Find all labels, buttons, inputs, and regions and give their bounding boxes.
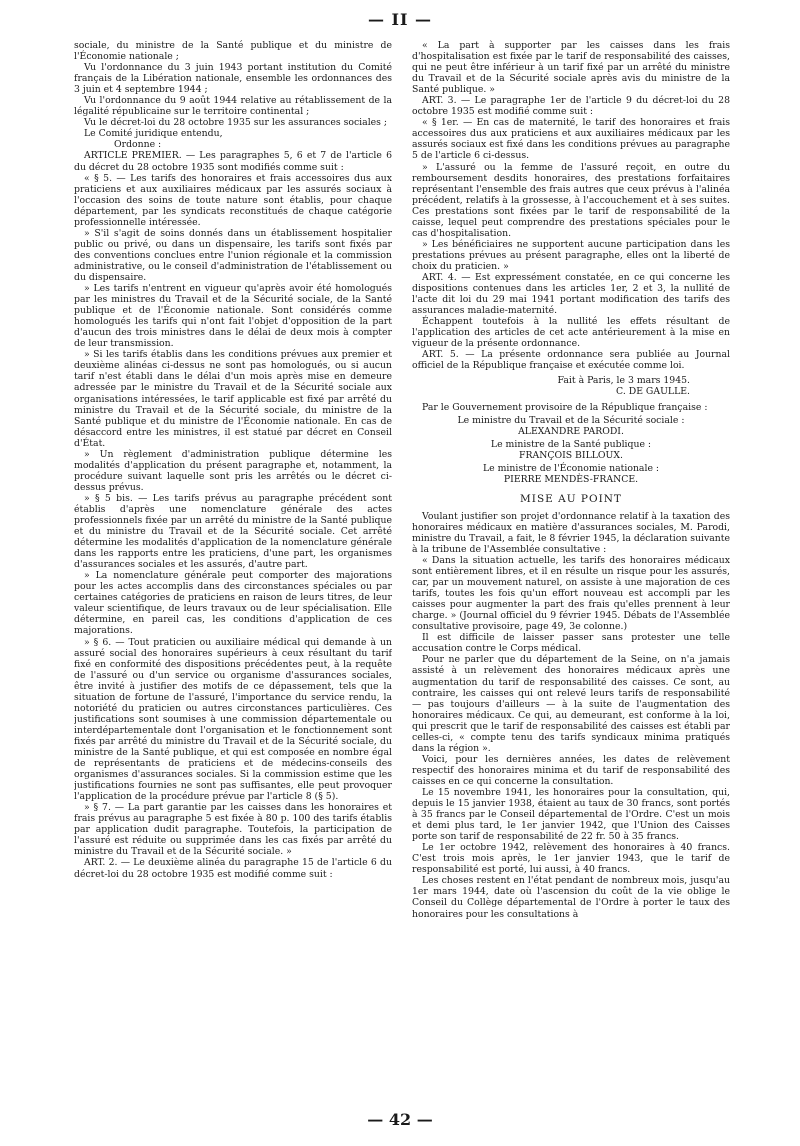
- article-5: ART. 5. — La présente ordonnance sera publiée au Journal officiel de la République française et exécutée comme loi.: [412, 349, 730, 372]
- paragraph: » § 5 bis. — Les tarifs prévus au paragraphe précédent sont établis d'après une nomenclature générale des actes professionnels fixée par un arrêté du ministre de la Santé publique et du ministre du Travail et de la Sécurité sociale. Cet arrêté détermine les modalités d'application de la nomenclature générale dans les rapports entre les praticiens, d'une part, les organismes d'assurances sociales et les assurés, d'autre part.: [74, 492, 392, 571]
- article-2: ART. 2. — Le deuxième alinéa du paragraphe 15 de l'article 6 du décret-loi du 28 octobre 1935 est modifié comme suit :: [74, 857, 392, 880]
- paragraph: » Les tarifs n'entrent en vigueur qu'après avoir été homologués par les ministres du Travail et de la Sécurité sociale, de la Santé publique et de l'Économie nationale. Sont considérés comme homologués les tarifs qui n'ont fait l'objet d'opposition de la part d'aucun des trois ministres dans le délai de deux mois à compter de leur transmission.: [74, 283, 392, 350]
- article-3: ART. 3. — Le paragraphe 1er de l'article 9 du décret-loi du 28 octobre 1935 est modifié comme suit :: [412, 95, 730, 118]
- paragraph: « § 5. — Les tarifs des honoraires et frais accessoires dus aux praticiens et aux auxiliaires médicaux par les assurés sociaux à l'occasion des soins de toute nature sont établis, pour chaque département, par les syndicats reconstitués de chaque catégorie professionnelle intéressée.: [74, 172, 392, 228]
- paragraph: « Dans la situation actuelle, les tarifs des honoraires médicaux sont entièrement libres, et il en résulte un risque pour les assurés, car, par un mouvement naturel, on assiste à une majoration de ces tarifs, toutes les fois qu'un effort nouveau est accompli par les caisses pour augmenter la part des frais qu'elles prennent à leur charge. » (Journal officiel du 9 février 1945. Débats de l'Assemblée consultative provisoire, page 49, 3e colonne.): [412, 555, 730, 633]
- paragraph: Vu l'ordonnance du 3 juin 1943 portant institution du Comité français de la Libération nationale, ensemble les ordonnances des 3 juin et 4 septembre 1944 ;: [74, 62, 392, 96]
- minister-title: Le ministre de la Santé publique :: [490, 438, 652, 450]
- minister-name: ALEXANDRE PARODI.: [518, 425, 624, 437]
- paragraph: Pour ne parler que du département de la Seine, on n'a jamais assisté à un relèvement des honoraires médicaux après une augmentation du tarif de responsabilité des caisses. Ce sont, au contraire, les caisses qui ont relevé leurs tarifs de responsabilité — pas toujours d'ailleurs — à la suite de l'augmentation des honoraires médicaux. Ce qui, au demeurant, est conforme à la loi, qui prescrit que le tarif de responsabilité des caisses est établi par celles-ci, « compte tenu des tarifs syndicaux minima pratiqués dans la région ».: [412, 654, 730, 754]
- minister-title: Le ministre du Travail et de la Sécurité sociale :: [457, 414, 685, 426]
- signature-by-government: Par le Gouvernement provisoire de la République française :: [422, 401, 708, 413]
- paragraph: » Si les tarifs établis dans les conditions prévues aux premier et deuxième alinéas ci-dessus ne sont pas homologués, ou si aucun tarif n'est établi dans le délai d'un mois après mise en demeure adressée par le ministre du Travail et de la Sécurité sociale aux organisations intéressées, le tarif applicable est fixé par arrêté du ministre du Travail et de la Sécurité sociale, du ministre de la Santé publique et du ministre de l'Économie nationale. En cas de désaccord entre les ministres, il est statué par décret en Conseil d'État.: [74, 349, 392, 449]
- page-header: — II —: [367, 10, 433, 29]
- paragraph: » La nomenclature générale peut comporter des majorations pour les actes accomplis dans des circonstances spéciales ou par certaines catégories de praticiens en raison de leurs titres, de leur valeur scientifique, de leurs travaux ou de leur spécialisation. Elle détermine, en pareil cas, les conditions d'application de ces majorations.: [74, 570, 392, 637]
- paragraph: Le 15 novembre 1941, les honoraires pour la consultation, qui, depuis le 15 janvier 1938, étaient au taux de 30 francs, sont portés à 35 francs par le Conseil départemental de l'Ordre. C'est un mois et demi plus tard, le 1er janvier 1942, que l'Union des Caisses porte son tarif de responsabilité de 22 fr. 50 à 35 francs.: [412, 787, 730, 843]
- paragraph: » S'il s'agit de soins donnés dans un établissement hospitalier public ou privé, ou dans un dispensaire, les tarifs sont fixés par des conventions conclues entre l'union régionale et la commission administrative, ou le conseil d'administration de l'établissement ou du dispensaire.: [74, 227, 392, 283]
- left-column: [74, 40, 392, 1102]
- right-column: [412, 40, 730, 1102]
- minister-name: FRANÇOIS BILLOUX.: [519, 449, 623, 461]
- paragraph: Vu le décret-loi du 28 octobre 1935 sur les assurances sociales ;: [84, 117, 388, 129]
- paragraph: Voulant justifier son projet d'ordonnance relatif à la taxation des honoraires médicaux en matière d'assurances sociales, M. Parodi, ministre du Travail, a fait, le 8 février 1945, la déclaration suivante à la tribune de l'Assemblée consultative :: [412, 510, 730, 555]
- article-4: ART. 4. — Est expressément constatée, en ce qui concerne les dispositions contenues dans les articles 1er, 2 et 3, la nullité de l'acte dit loi du 29 mai 1941 portant modification des tarifs des assurances maladie-maternité.: [412, 271, 730, 317]
- two-column-body: [74, 40, 730, 1102]
- signature-signer: C. DE GAULLE.: [616, 386, 690, 398]
- paragraph: » § 7. — La part garantie par les caisses dans les honoraires et frais prévus au paragraphe 5 est fixée à 80 p. 100 des tarifs établis par application dudit paragraphe. Toutefois, la participation de l'assuré est réduite ou supprimée dans les cas fixés par arrêté du ministre du Travail et de la Sécurité sociale. »: [74, 802, 392, 858]
- paragraph: Le Comité juridique entendu,: [84, 128, 223, 140]
- section-title: MISE AU POINT: [520, 492, 622, 505]
- paragraph: » Un règlement d'administration publique détermine les modalités d'application du présent paragraphe et, notamment, la procédure suivant laquelle sont pris les arrêtés ou le décret ci-dessus prévus.: [74, 448, 392, 493]
- paragraph: « § 1er. — En cas de maternité, le tarif des honoraires et frais accessoires dus aux praticiens et aux auxiliaires médicaux par les assurés sociaux est fixé dans les conditions prévues au paragraphe 5 de l'article 6 ci-dessus.: [412, 117, 730, 162]
- paragraph: Échappent toutefois à la nullité les effets résultant de l'application des articles de cet acte antérieurement à la mise en vigueur de la présente ordonnance.: [412, 316, 730, 350]
- paragraph: Il est difficile de laisser passer sans protester une telle accusation contre le Corps médical.: [412, 632, 730, 655]
- page-footer: — 42 —: [367, 1110, 433, 1129]
- paragraph: Vu l'ordonnance du 9 août 1944 relative au rétablissement de la légalité républicaine sur le territoire continental ;: [74, 95, 392, 118]
- paragraph: Le 1er octobre 1942, relèvement des honoraires à 40 francs. C'est trois mois après, le 1er janvier 1943, que le tarif de responsabilité est porté, lui aussi, à 40 francs.: [412, 842, 730, 876]
- article-premier: ARTICLE PREMIER. — Les paragraphes 5, 6 et 7 de l'article 6 du décret du 28 octobre 1935 sont modifiés comme suit :: [74, 150, 392, 173]
- paragraph: » L'assuré ou la femme de l'assuré reçoit, en outre du remboursement desdits honoraires, des prestations forfaitaires représentant l'ensemble des frais autres que ceux prévus à l'alinéa précédent, relatifs à la grossesse, à l'accouchement et à ses suites. Ces prestations sont fixées par le tarif de responsabilité de la caisse, lequel peut comprendre des prestations spéciales pour le cas d'hospitalisation.: [412, 161, 730, 239]
- paragraph: » Les bénéficiaires ne supportent aucune participation dans les prestations prévues au présent paragraphe, elles ont la liberté de choix du praticien. »: [412, 238, 730, 272]
- minister-title: Le ministre de l'Économie nationale :: [482, 462, 660, 474]
- paragraph: Les choses restent en l'état pendant de nombreux mois, jusqu'au 1er mars 1944, date où l'ascension du coût de la vie oblige le Conseil du Collège départemental de l'Ordre à porter le taux des honoraires pour les consultations à: [412, 875, 730, 920]
- paragraph: » § 6. — Tout praticien ou auxiliaire médical qui demande à un assuré social des honoraires supérieurs à ceux résultant du tarif fixé en conformité des dispositions précédentes peut, à la requête de l'assuré ou d'un service ou organisme d'assurances sociales, être invité à justifier des motifs de ce dépassement, tels que la situation de fortune de l'assuré, l'importance du service rendu, la notoriété du praticien ou autres circonstances particulières. Ces justifications sont soumises à une commission départementale ou interdépartementale dont l'organisation et le fonctionnement sont fixés par arrêté du ministre du Travail et de la Sécurité sociale, du ministre de la Santé publique, et qui est composée en nombre égal de représentants de praticiens et de médecins-conseils des organismes d'assurances sociales. Si la commission estime que les justifications fournies ne sont pas suffisantes, elle peut provoquer l'application de la procédure prévue par l'article 8 (§ 5).: [74, 636, 392, 803]
- paragraph: Ordonne :: [114, 139, 162, 151]
- paragraph: Voici, pour les dernières années, les dates de relèvement respectif des honoraires minima et du tarif de responsabilité des caisses en ce qui concerne la consultation.: [412, 753, 730, 787]
- signature-place-date: Fait à Paris, le 3 mars 1945.: [557, 375, 690, 387]
- paragraph: « La part à supporter par les caisses dans les frais d'hospitalisation est fixée par le tarif de responsabilité des caisses, qui ne peut être inférieur à un tarif fixé par un arrêté du ministre du Travail et de la Sécurité sociale après avis du ministre de la Santé publique. »: [412, 40, 730, 96]
- minister-name: PIERRE MENDÈS-FRANCE.: [503, 473, 639, 485]
- paragraph: sociale, du ministre de la Santé publique et du ministre de l'Économie nationale ;: [74, 40, 392, 63]
